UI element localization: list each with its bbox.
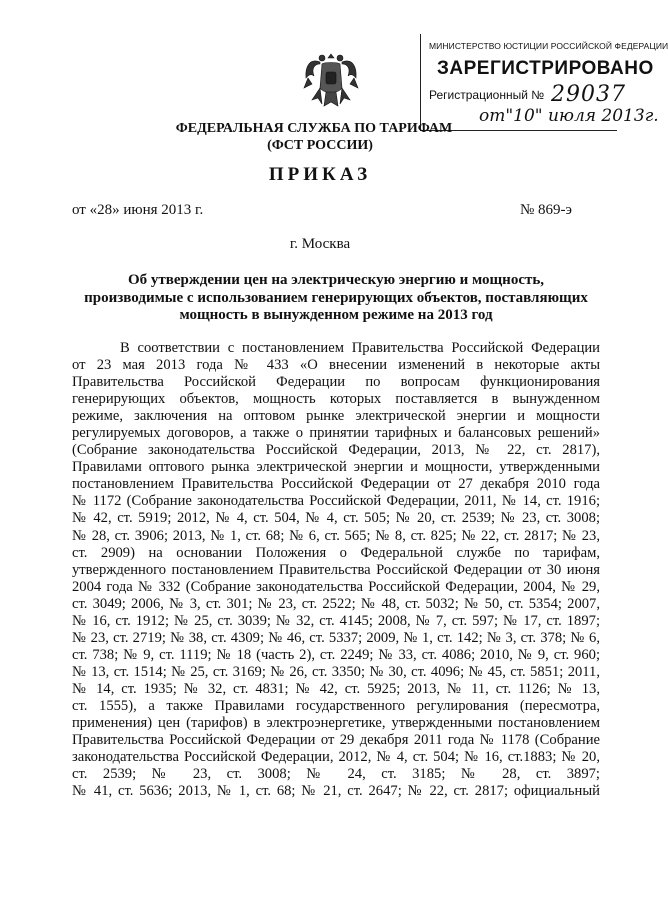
body-line: В соответствии с постановлением Правительства Российской Федерации <box>120 340 600 356</box>
body-line: № 41, ст. 5636; 2013, № 1, ст. 68; № 21, ст. 2647; № 22, ст. 2817; официальный <box>72 783 600 800</box>
subject-line: производимые с использованием генерирующих объектов, поставляющих <box>84 289 588 306</box>
coat-of-arms-emblem <box>302 48 360 110</box>
registration-stamp <box>420 34 668 131</box>
order-subject <box>72 272 600 325</box>
body-line: ст. 1555), а также Правилами государственного регулирования (пересмотра, <box>72 697 600 714</box>
body-line: законодательства Российской Федерации, 2012, № 4, ст. 504; № 16, ст.1883; № 20, <box>72 749 600 766</box>
body-line: 2004 года № 332 (Собрание законодательства Российской Федерации, 2004, № 29, <box>72 578 600 595</box>
body-line: № 28, ст. 3906; 2013, № 1, ст. 68; № 6, ст. 565; № 8, ст. 825; № 22, ст. 2817; № 23, <box>72 527 600 544</box>
body-line: генерирующих объектов, мощность которых поставляется в вынужденном <box>72 391 600 408</box>
stamp-registered: ЗАРЕГИСТРИРОВАНО <box>437 58 654 79</box>
body-line: ст. 2539; № 23, ст. 3008; № 24, ст. 3185; № 28, ст. 3897; <box>72 766 600 783</box>
body-line: Правительства Российской Федерации по вопросам функционирования <box>72 374 600 391</box>
body-line: постановлением Правительства Российской Федерации от 27 декабря 2010 года <box>72 476 600 493</box>
body-line: (Собрание законодательства Российской Федерации, 2013, № 22, ст. 2817), <box>72 442 600 459</box>
agency-name <box>0 120 640 154</box>
body-line: от 23 мая 2013 года № 433 «О внесении изменений в некоторые акты <box>72 357 600 374</box>
document-type: ПРИКАЗ <box>268 164 372 185</box>
body-line: № 1172 (Собрание законодательства Российской Федерации, 2011, № 14, ст. 1916; <box>72 493 600 510</box>
city: г. Москва <box>289 236 351 252</box>
stamp-reg-number: 29037 <box>551 82 626 107</box>
order-number: № 869-э <box>520 202 572 218</box>
body-line: ст. 738; № 9, ст. 1119; № 18 (часть 2), ст. 2249; № 33, ст. 4086; 2010, № 9, ст. 960; <box>72 646 600 663</box>
body-line: ст. 2909) на основании Положения о Федеральной службе по тарифам, <box>72 544 600 561</box>
subject-line: мощность в вынужденном режиме на 2013 год <box>179 307 493 323</box>
agency-name-line2: (ФСТ РОССИИ) <box>267 138 373 153</box>
body-line: № 13, ст. 1514; № 25, ст. 3169; № 26, ст. 3350; № 30, ст. 4096; № 45, ст. 5851; 2011, <box>72 663 600 680</box>
stamp-ministry: МИНИСТЕРСТВО ЮСТИЦИИ РОССИЙСКОЙ ФЕДЕРАЦИИ <box>429 41 668 51</box>
stamp-reg-date: от"10" июля 2013г. <box>479 106 659 126</box>
subject-line: Об утверждении цен на электрическую энергию и мощность, <box>127 272 545 288</box>
body-line: утвержденного постановлением Правительства Российской Федерации от 30 июня <box>72 561 600 578</box>
body-text <box>72 340 600 800</box>
body-line: применения) цен (тарифов) в электроэнергетике, утвержденными постановлением <box>72 715 600 732</box>
stamp-reg-label: Регистрационный № <box>429 88 545 102</box>
body-line: режиме, заключения на оптовом рынке электрической энергии и мощности <box>72 408 600 425</box>
body-line: № 23, ст. 2719; № 38, ст. 4309; № 46, ст. 5337; 2009, № 1, ст. 142; № 3, ст. 378; № 6, <box>72 629 600 646</box>
agency-name-line1: ФЕДЕРАЛЬНАЯ СЛУЖБА ПО ТАРИФАМ <box>175 121 453 136</box>
body-line: Правительства Российской Федерации от 29 декабря 2011 года № 1178 (Собрание <box>72 732 600 749</box>
order-date: от «28» июня 2013 г. <box>72 202 204 218</box>
body-line: № 16, ст. 1912; № 25, ст. 3039; № 32, ст. 4145; 2008, № 7, ст. 597; № 17, ст. 1897; <box>72 612 600 629</box>
body-line: № 14, ст. 1935; № 32, ст. 4831; № 42, ст. 5925; 2013, № 11, ст. 1126; № 13, <box>72 680 600 697</box>
body-line: Правилами оптового рынка электрической энергии и мощности, утвержденными <box>72 459 600 476</box>
body-line: № 42, ст. 5919; 2012, № 4, ст. 504, № 4, ст. 505; № 20, ст. 2539; № 23, ст. 3008; <box>72 510 600 527</box>
body-line: регулируемых договоров, а также о принятии тарифных и балансовых решений» <box>72 425 600 442</box>
body-line: ст. 3049; 2006, № 3, ст. 301; № 23, ст. 2522; № 48, ст. 5032; № 50, ст. 5354; 2007, <box>72 595 600 612</box>
